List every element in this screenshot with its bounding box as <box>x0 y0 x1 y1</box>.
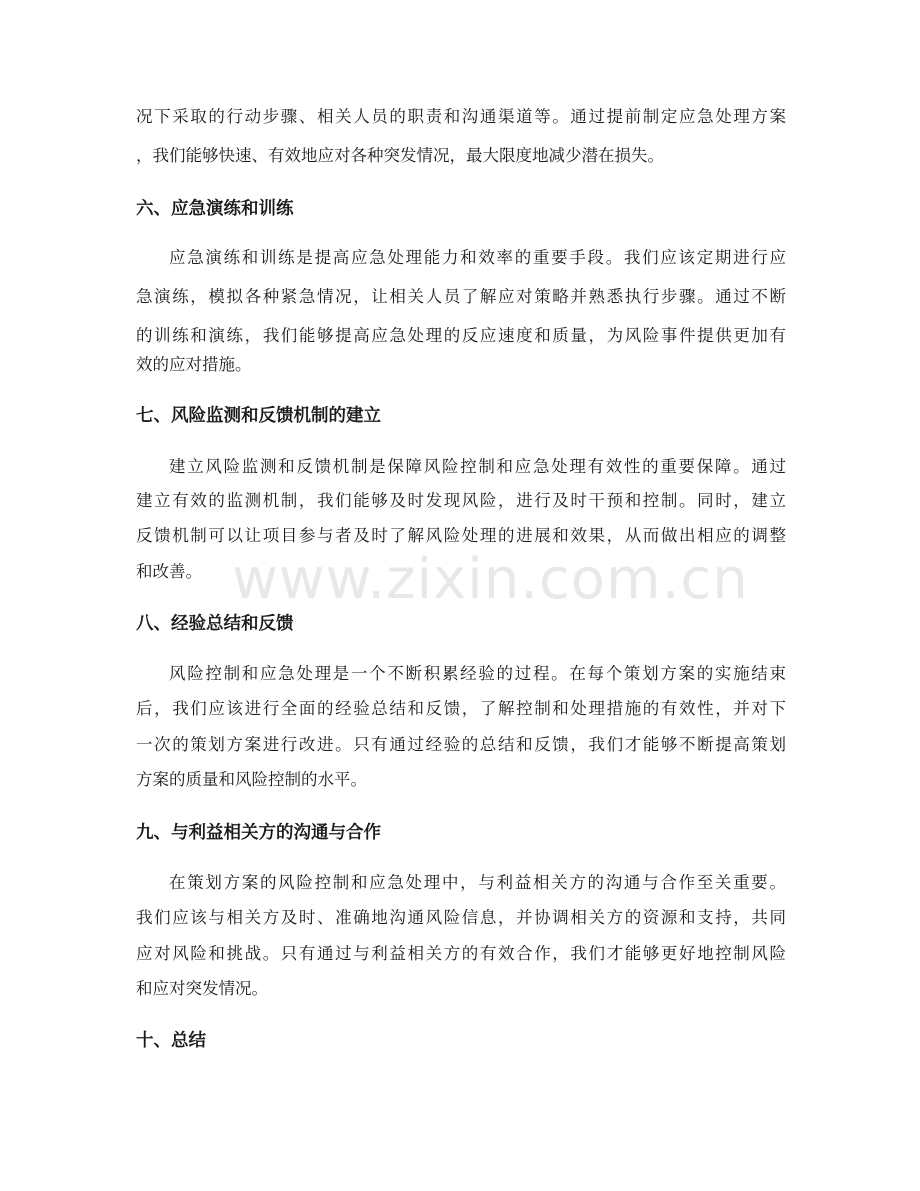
paragraph-line: 建立风险监测和反馈机制是保障风险控制和应急处理有效性的重要保障。通过 <box>169 457 786 476</box>
paragraph-line: 建立有效的监测机制，我们能够及时发现风险，进行及时干预和控制。同时，建立 <box>136 491 786 510</box>
paragraph-line: 应对风险和挑战。只有通过与利益相关方的有效合作，我们才能够更好地控制风险 <box>136 944 786 963</box>
paragraph-line: 风险控制和应急处理是一个不断积累经验的过程。在每个策划方案的实施结束 <box>169 664 786 683</box>
section-heading: 七、风险监测和反馈机制的建立 <box>136 406 381 426</box>
paragraph-line: 况下采取的行动步骤、相关人员的职责和沟通渠道等。通过提前制定应急处理方案 <box>136 107 786 126</box>
paragraph-line: 后，我们应该进行全面的经验总结和反馈，了解控制和处理措施的有效性，并对下 <box>136 699 786 718</box>
watermark: www.zixin.com.cn <box>232 547 749 612</box>
paragraph-line: 应急演练和训练是提高应急处理能力和效率的重要手段。我们应该定期进行应 <box>169 248 786 267</box>
paragraph-line: 急演练，模拟各种紧急情况，让相关人员了解应对策略并熟悉执行步骤。通过不断 <box>136 287 786 306</box>
section-heading: 六、应急演练和训练 <box>136 199 294 219</box>
paragraph-line: 方案的质量和风险控制的水平。 <box>136 770 367 789</box>
paragraph-line: 一次的策划方案进行改进。只有通过经验的总结和反馈，我们才能够不断提高策划 <box>136 735 786 754</box>
paragraph-line: ，我们能够快速、有效地应对各种突发情况，最大限度地减少潜在损失。 <box>136 146 664 165</box>
paragraph-line: 的训练和演练，我们能够提高应急处理的反应速度和质量，为风险事件提供更加有 <box>136 326 786 345</box>
section-heading: 十、总结 <box>136 1031 206 1051</box>
paragraph-line: 我们应该与相关方及时、准确地沟通风险信息，并协调相关方的资源和支持，共同 <box>136 908 786 927</box>
section-heading: 八、经验总结和反馈 <box>136 614 294 634</box>
paragraph-line: 和改善。 <box>136 562 202 581</box>
paragraph-line: 效的应对措施。 <box>136 355 252 374</box>
section-heading: 九、与利益相关方的沟通与合作 <box>136 823 381 843</box>
paragraph-line: 和应对突发情况。 <box>136 979 268 998</box>
paragraph-line: 在策划方案的风险控制和应急处理中，与利益相关方的沟通与合作至关重要。 <box>169 873 786 892</box>
paragraph-line: 反馈机制可以让项目参与者及时了解风险处理的进展和效果，从而做出相应的调整 <box>136 526 786 545</box>
